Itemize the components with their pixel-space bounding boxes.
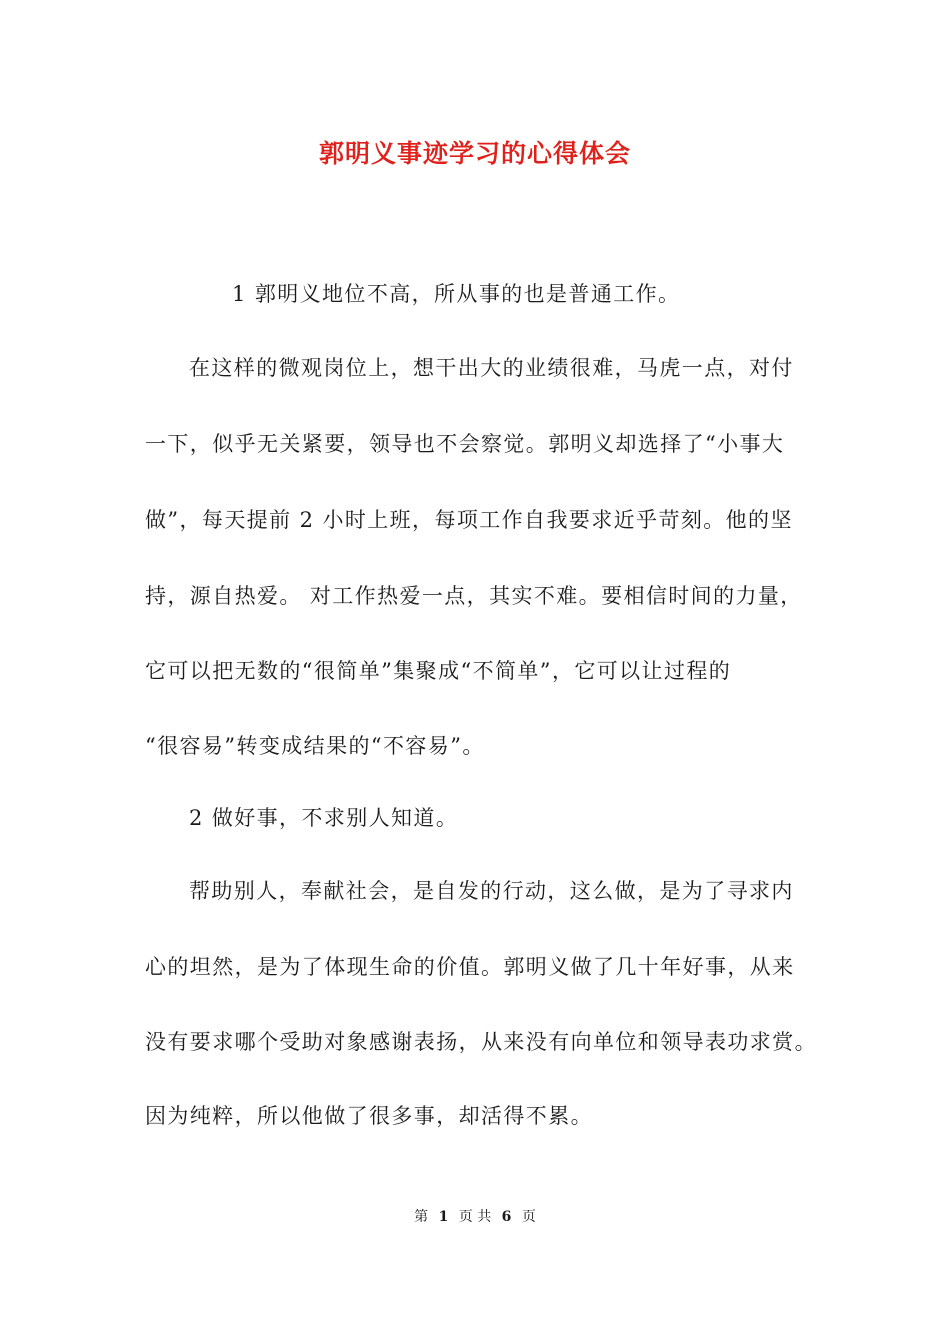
paragraph-line: 心的坦然，是为了体现生命的价值。郭明义做了几十年好事，从来 (145, 955, 795, 979)
footer-prefix: 第 (414, 1209, 429, 1225)
current-page-number: 1 (438, 1209, 449, 1225)
paragraph-line: 没有要求哪个受助对象感谢表扬，从来没有向单位和领导表功求赏。 (145, 1030, 817, 1054)
total-page-count: 6 (501, 1209, 512, 1225)
paragraph-line: 2 做好事，不求别人知道。 (189, 806, 459, 830)
footer-suffix: 页 (521, 1209, 536, 1225)
paragraph-line: 做”，每天提前 2 小时上班，每项工作自我要求近乎苛刻。他的坚 (145, 508, 793, 532)
paragraph-line: 在这样的微观岗位上，想干出大的业绩很难，马虎一点，对付 (189, 356, 794, 380)
document-title: 郭明义事迹学习的心得体会 (318, 139, 631, 168)
paragraph-line: 因为纯粹，所以他做了很多事，却活得不累。 (145, 1104, 593, 1128)
paragraph-line: 1 郭明义地位不高，所从事的也是普通工作。 (232, 282, 681, 306)
paragraph-line: “很容易”转变成结果的“不容易”。 (145, 734, 485, 758)
paragraph-line: 持，源自热爱。 对工作热爱一点，其实不难。要相信时间的力量， (145, 584, 803, 608)
footer-middle: 页 共 (458, 1209, 492, 1225)
paragraph-line: 它可以把无数的“很简单”集聚成“不简单”，它可以让过程的 (145, 659, 732, 683)
page-footer (0, 1206, 950, 1228)
paragraph-line: 一下，似乎无关紧要，领导也不会察觉。郭明义却选择了“小事大 (145, 432, 785, 456)
paragraph-line: 帮助别人，奉献社会，是自发的行动，这么做，是为了寻求内 (189, 879, 794, 903)
